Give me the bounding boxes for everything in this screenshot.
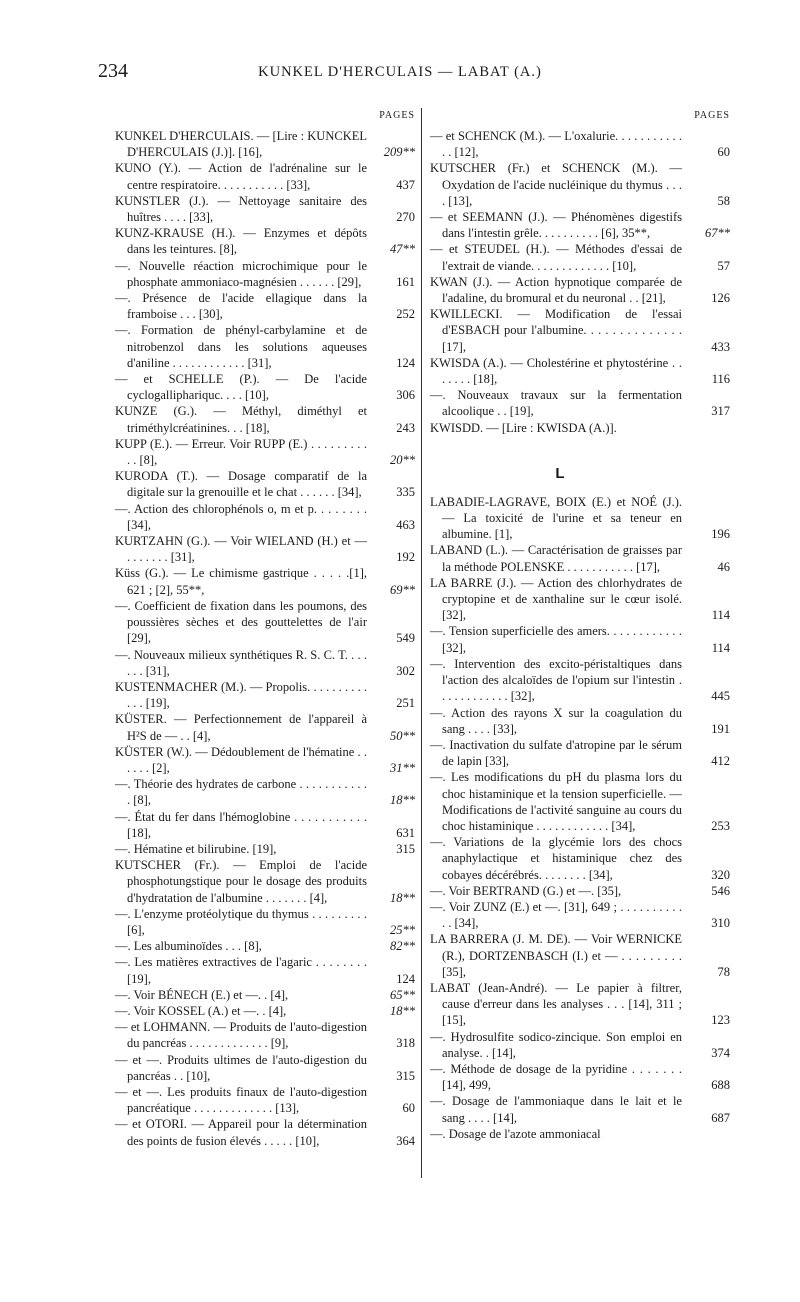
entry-page: 364 (396, 1133, 415, 1148)
index-entry (115, 647, 415, 679)
index-entry (430, 705, 730, 737)
index-entry (115, 128, 415, 160)
entry-text: — et STEUDEL (H.). — Méthodes d'essai de l'extrait de viande. . . . . . . . . . . . . [10], (430, 242, 682, 273)
entry-text: —. Théorie des hydrates de carbone . . . . . . . . . . . . [8], (115, 777, 367, 808)
entry-text: —. Voir KOSSEL (A.) et —. . [4], (115, 1003, 287, 1018)
index-entry (115, 565, 415, 597)
entry-page: 549 (396, 631, 415, 646)
entry-text: — et —. Les produits finaux de l'auto-digestion pancréatique . . . . . . . . . . . . . [13], (115, 1084, 367, 1116)
entry-page: 126 (711, 291, 730, 306)
entry-text: — et —. Produits ultimes de l'auto-digestion du pancréas . . [10], (115, 1052, 367, 1083)
entry-text: —. Présence de l'acide ellagique dans la framboise . . . [30], (115, 291, 367, 322)
entry-page: 688 (711, 1078, 730, 1093)
entry-page: 302 (396, 663, 415, 678)
index-entry (115, 533, 415, 565)
right-k-entries (430, 128, 730, 436)
entry-text: —. Intervention des excito-péristaltiques dans l'action des alcaloïdes de l'opium sur l'intestin . . . . . . . . . . . . [32], (430, 656, 682, 704)
entry-page: 209** (383, 145, 415, 160)
section-letter: L (555, 464, 565, 482)
right-pages-header (430, 108, 730, 128)
index-entry (430, 420, 730, 436)
entry-text: KÜSTER (W.). — Dédoublement de l'hématine . . . . . . [2], (115, 744, 367, 775)
index-entry (115, 1052, 415, 1084)
index-entry (115, 403, 415, 435)
entry-text: — et SEEMANN (J.). — Phénomènes digestifs dans l'intestin grêle. . . . . . . . . . [6], 35**, (430, 210, 682, 241)
right-l-entries (430, 494, 730, 1142)
index-entry (115, 841, 415, 857)
entry-page: 445 (711, 689, 730, 704)
entry-text: KURODA (T.). — Dosage comparatif de la digitale sur la grenouille et le chat . . . . . . [34], (115, 469, 367, 500)
index-entry (115, 501, 415, 533)
entry-text: LABAND (L.). — Caractérisation de graisses par la méthode POLENSKE . . . . . . . . . . . [17], (430, 543, 682, 574)
entry-text: KUNZE (G.). — Méthyl, diméthyl et triméthylcréatinines. . . [18], (115, 404, 367, 435)
entry-page: 47** (390, 242, 415, 257)
index-entry (430, 931, 730, 980)
index-entry (430, 1029, 730, 1061)
entry-page: 243 (396, 420, 415, 435)
page-number: 234 (98, 60, 128, 82)
entry-text: KUPP (E.). — Erreur. Voir RUPP (E.) . . . . . . . . . . . [8], (115, 436, 367, 468)
entry-text: —. Variations de la glycémie lors des chocs anaphylactique et histaminique chez des cobayes décérébrés. . . . . . . . [34], (430, 835, 682, 882)
entry-page: 335 (396, 485, 415, 500)
entry-page: 270 (396, 210, 415, 225)
entry-text: —. Hydrosulfite sodico-zincique. Son emploi en analyse. . [14], (430, 1029, 682, 1060)
entry-page: 20** (390, 453, 415, 468)
entry-text: —. Voir BÉNECH (E.) et —. . [4], (115, 987, 289, 1002)
entry-page: 57 (717, 258, 730, 273)
index-entry (115, 371, 415, 403)
index-entry (430, 899, 730, 931)
entry-text: — et LOHMANN. — Produits de l'auto-digestion du pancréas . . . . . . . . . . . . . [9], (115, 1020, 367, 1051)
entry-text: LA BARRE (J.). — Action des chlorhydrates de cryptopine et de xanthaline sur le cœur isolé. [32], (430, 575, 682, 623)
entry-text: KUSTENMACHER (M.). — Propolis. . . . . . . . . . . . . [19], (115, 679, 367, 711)
index-entry (430, 355, 730, 387)
entry-page: 124 (396, 971, 415, 986)
entry-text: — et SCHENCK (M.). — L'oxalurie. . . . . . . . . . . . . [12], (430, 129, 682, 160)
entry-text: KWAN (J.). — Action hypnotique comparée de l'adaline, du bromural et du neuronal . . [21], (430, 274, 682, 306)
entry-page: 60 (402, 1101, 415, 1116)
entry-text: —. Formation de phényl-carbylamine et de nitrobenzol dans les solutions aqueuses d'aniline . . . . . . . . . . . . [31], (115, 323, 367, 370)
index-entry (430, 542, 730, 574)
entry-page: 50** (390, 728, 415, 743)
entry-text: KURTZAHN (G.). — Voir WIELAND (H.) et — . . . . . . . [31], (115, 534, 367, 565)
entry-page: 58 (717, 193, 730, 208)
entry-page: 315 (396, 1068, 415, 1083)
index-entry (115, 290, 415, 322)
entry-page: 437 (396, 177, 415, 192)
index-entry (430, 883, 730, 899)
index-entry (115, 711, 415, 743)
index-entry (115, 468, 415, 500)
entry-text: —. Nouveaux travaux sur la fermentation alcoolique . . [19], (430, 388, 682, 419)
entry-page: 412 (711, 754, 730, 769)
entry-text: KUNSTLER (J.). — Nettoyage sanitaire des huîtres . . . . [33], (115, 193, 367, 225)
index-entry (115, 1116, 415, 1148)
page-header (0, 60, 800, 90)
index-entry (430, 575, 730, 624)
entry-page: 65** (390, 987, 415, 1002)
entry-page: 374 (711, 1045, 730, 1060)
index-entry (430, 209, 730, 241)
index-entry (115, 193, 415, 225)
index-entry (115, 776, 415, 808)
entry-text: KUTSCHER (Fr.). — Emploi de l'acide phosphotungstique pour le dosage des produits d'hydratation de l'albumine . . . . . . . [4], (115, 858, 367, 905)
pages-label: PAGES (694, 110, 730, 121)
index-entry (115, 679, 415, 711)
right-column (430, 108, 730, 1142)
entry-text: KWILLECKI. — Modification de l'essai d'ESBACH pour l'albumine. . . . . . . . . . . . . . [17], (430, 307, 682, 354)
index-entry (430, 623, 730, 655)
entry-text: —. Voir ZUNZ (E.) et —. [31], 649 ; . . . . . . . . . . . . [34], (430, 899, 682, 931)
entry-text: — et SCHELLE (P.). — De l'acide cyclogalliphariquc. . . . [10], (115, 372, 367, 403)
entry-page: 317 (711, 404, 730, 419)
index-entry (430, 769, 730, 834)
index-entry (115, 160, 415, 192)
entry-page: 69** (390, 582, 415, 597)
entry-text: —. Action des rayons X sur la coagulation du sang . . . . [33], (430, 705, 682, 736)
index-entry (115, 436, 415, 468)
entry-page: 320 (711, 867, 730, 882)
entry-page: 18** (390, 890, 415, 905)
index-entry (115, 1019, 415, 1051)
entry-page: 114 (711, 640, 730, 655)
entry-text: —. Hématine et bilirubine. [19], (115, 841, 277, 856)
entry-text: —. Les albuminoïdes . . . [8], (115, 939, 262, 954)
entry-page: 433 (711, 339, 730, 354)
pages-label: PAGES (379, 110, 415, 121)
index-entry (430, 306, 730, 355)
entry-page: 318 (396, 1036, 415, 1051)
index-entry (115, 225, 415, 257)
entry-page: 123 (711, 1013, 730, 1028)
entry-text: — et OTORI. — Appareil pour la détermination des points de fusion élevés . . . . . [10], (115, 1117, 367, 1148)
entry-page: 687 (711, 1110, 730, 1125)
index-entry (115, 857, 415, 906)
entry-text: —. L'enzyme protéolytique du thymus . . . . . . . . . [6], (115, 906, 367, 937)
index-entry (115, 954, 415, 986)
index-entry (430, 128, 730, 160)
entry-text: —. Inactivation du sulfate d'atropine par le sérum de lapin [33], (430, 737, 682, 769)
column-divider (421, 108, 422, 1178)
entry-text: KUNKEL D'HERCULAIS. — [Lire : KUNCKEL D'HERCULAIS (J.)]. [16], (115, 129, 367, 160)
entry-page: 546 (711, 883, 730, 898)
entry-text: KUTSCHER (Fr.) et SCHENCK (M.). — Oxydation de l'acide nucléinique du thymus . . . . [13], (430, 161, 682, 208)
entry-page: 315 (396, 841, 415, 856)
entry-text: —. Les matières extractives de l'agaric . . . . . . . . [19], (115, 955, 367, 986)
entry-page: 31** (390, 760, 415, 775)
entry-page: 78 (717, 964, 730, 979)
entry-text: LA BARRERA (J. M. DE). — Voir WERNICKE (R.), DORTZENBASCH (I.) et — . . . . . . . . . [35], (430, 932, 682, 979)
entry-page: 463 (396, 517, 415, 532)
entry-text: LABAT (Jean-André). — Le papier à filtrer, cause d'erreur dans les analyses . . . [14], 311 ; [15], (430, 980, 682, 1028)
entry-text: —. Les modifications du pH du plasma lors du choc histaminique et la tension superficielle. — Modifications de l'activité sanguine au cours du choc histaminique . . . . . . . . . . . . [34], (430, 770, 682, 833)
entry-page: 116 (711, 372, 730, 387)
index-entry (115, 938, 415, 954)
entry-text: Küss (G.). — Le chimisme gastrique . . . . .[1], 621 ; [2], 55**, (115, 566, 367, 597)
entry-text: KUNZ-KRAUSE (H.). — Enzymes et dépôts dans les teintures. [8], (115, 226, 367, 257)
index-entry (430, 656, 730, 705)
entry-text: —. Dosage de l'azote ammoniacal (430, 1126, 601, 1141)
index-entry (430, 980, 730, 1029)
index-entry (115, 322, 415, 371)
index-entry (115, 258, 415, 290)
entry-page: 192 (396, 550, 415, 565)
index-entry (115, 1003, 415, 1019)
entry-page: 18** (390, 793, 415, 808)
entry-page: 161 (396, 274, 415, 289)
entry-page: 25** (390, 922, 415, 937)
index-entry (430, 834, 730, 883)
index-entry (115, 906, 415, 938)
entry-page: 191 (711, 721, 730, 736)
index-entry (430, 387, 730, 419)
entry-text: —. Voir BERTRAND (G.) et —. [35], (430, 883, 622, 898)
index-entry (430, 1126, 730, 1142)
entry-page: 251 (396, 696, 415, 711)
entry-text: —. Action des chlorophénols o, m et p. . . . . . . . [34], (115, 501, 367, 532)
entry-page: 18** (390, 1003, 415, 1018)
entry-text: —. Nouveaux milieux synthétiques R. S. C. T. . . . . . . [31], (115, 647, 367, 678)
entry-text: —. Dosage de l'ammoniaque dans le lait et le sang . . . . [14], (430, 1094, 682, 1125)
entry-page: 631 (396, 825, 415, 840)
entry-page: 60 (717, 145, 730, 160)
entry-page: 67** (705, 226, 730, 241)
index-entry (430, 494, 730, 543)
entry-text: KÜSTER. — Perfectionnement de l'appareil à H²S de — . . [4], (115, 712, 367, 743)
entry-text: KWISDD. — [Lire : KWISDA (A.)]. (430, 420, 617, 435)
left-pages-header (115, 108, 415, 128)
entry-page: 114 (711, 608, 730, 623)
running-title: KUNKEL D'HERCULAIS — LABAT (A.) (258, 64, 542, 80)
index-entry (430, 1061, 730, 1093)
entry-text: —. État du fer dans l'hémoglobine . . . . . . . . . . . [18], (115, 809, 367, 840)
left-column (115, 108, 415, 1149)
entry-page: 196 (711, 527, 730, 542)
entry-page: 252 (396, 307, 415, 322)
index-entry (115, 809, 415, 841)
entry-text: —. Tension superficielle des amers. . . . . . . . . . . . [32], (430, 624, 682, 655)
entry-text: —. Nouvelle réaction microchimique pour le phosphate ammoniaco-magnésien . . . . . . [29], (115, 258, 367, 289)
entry-page: 124 (396, 355, 415, 370)
index-entry (115, 987, 415, 1003)
entry-page: 253 (711, 818, 730, 833)
entry-page: 46 (717, 559, 730, 574)
entry-text: KUNO (Y.). — Action de l'adrénaline sur le centre respiratoire. . . . . . . . . . . [33], (115, 161, 367, 192)
index-entry (115, 744, 415, 776)
index-entry (430, 241, 730, 273)
entry-page: 82** (390, 939, 415, 954)
index-entry (430, 737, 730, 769)
entry-text: —. Coefficient de fixation dans les poumons, des poussières sèches et des gouttelettes de l'air [29], (115, 598, 367, 646)
index-entry (115, 1084, 415, 1116)
index-entry (430, 274, 730, 306)
entry-page: 306 (396, 388, 415, 403)
entry-page: 310 (711, 916, 730, 931)
entry-text: KWISDA (A.). — Cholestérine et phytostérine . . . . . . . [18], (430, 355, 682, 387)
entry-text: —. Méthode de dosage de la pyridine . . . . . . . [14], 499, (430, 1061, 682, 1093)
index-entry (430, 1093, 730, 1125)
index-entry (430, 160, 730, 209)
entry-text: LABADIE-LAGRAVE, BOIX (E.) et NOÉ (J.). — La toxicité de l'urine et sa teneur en albumine. [1], (430, 494, 682, 542)
index-entry (115, 598, 415, 647)
